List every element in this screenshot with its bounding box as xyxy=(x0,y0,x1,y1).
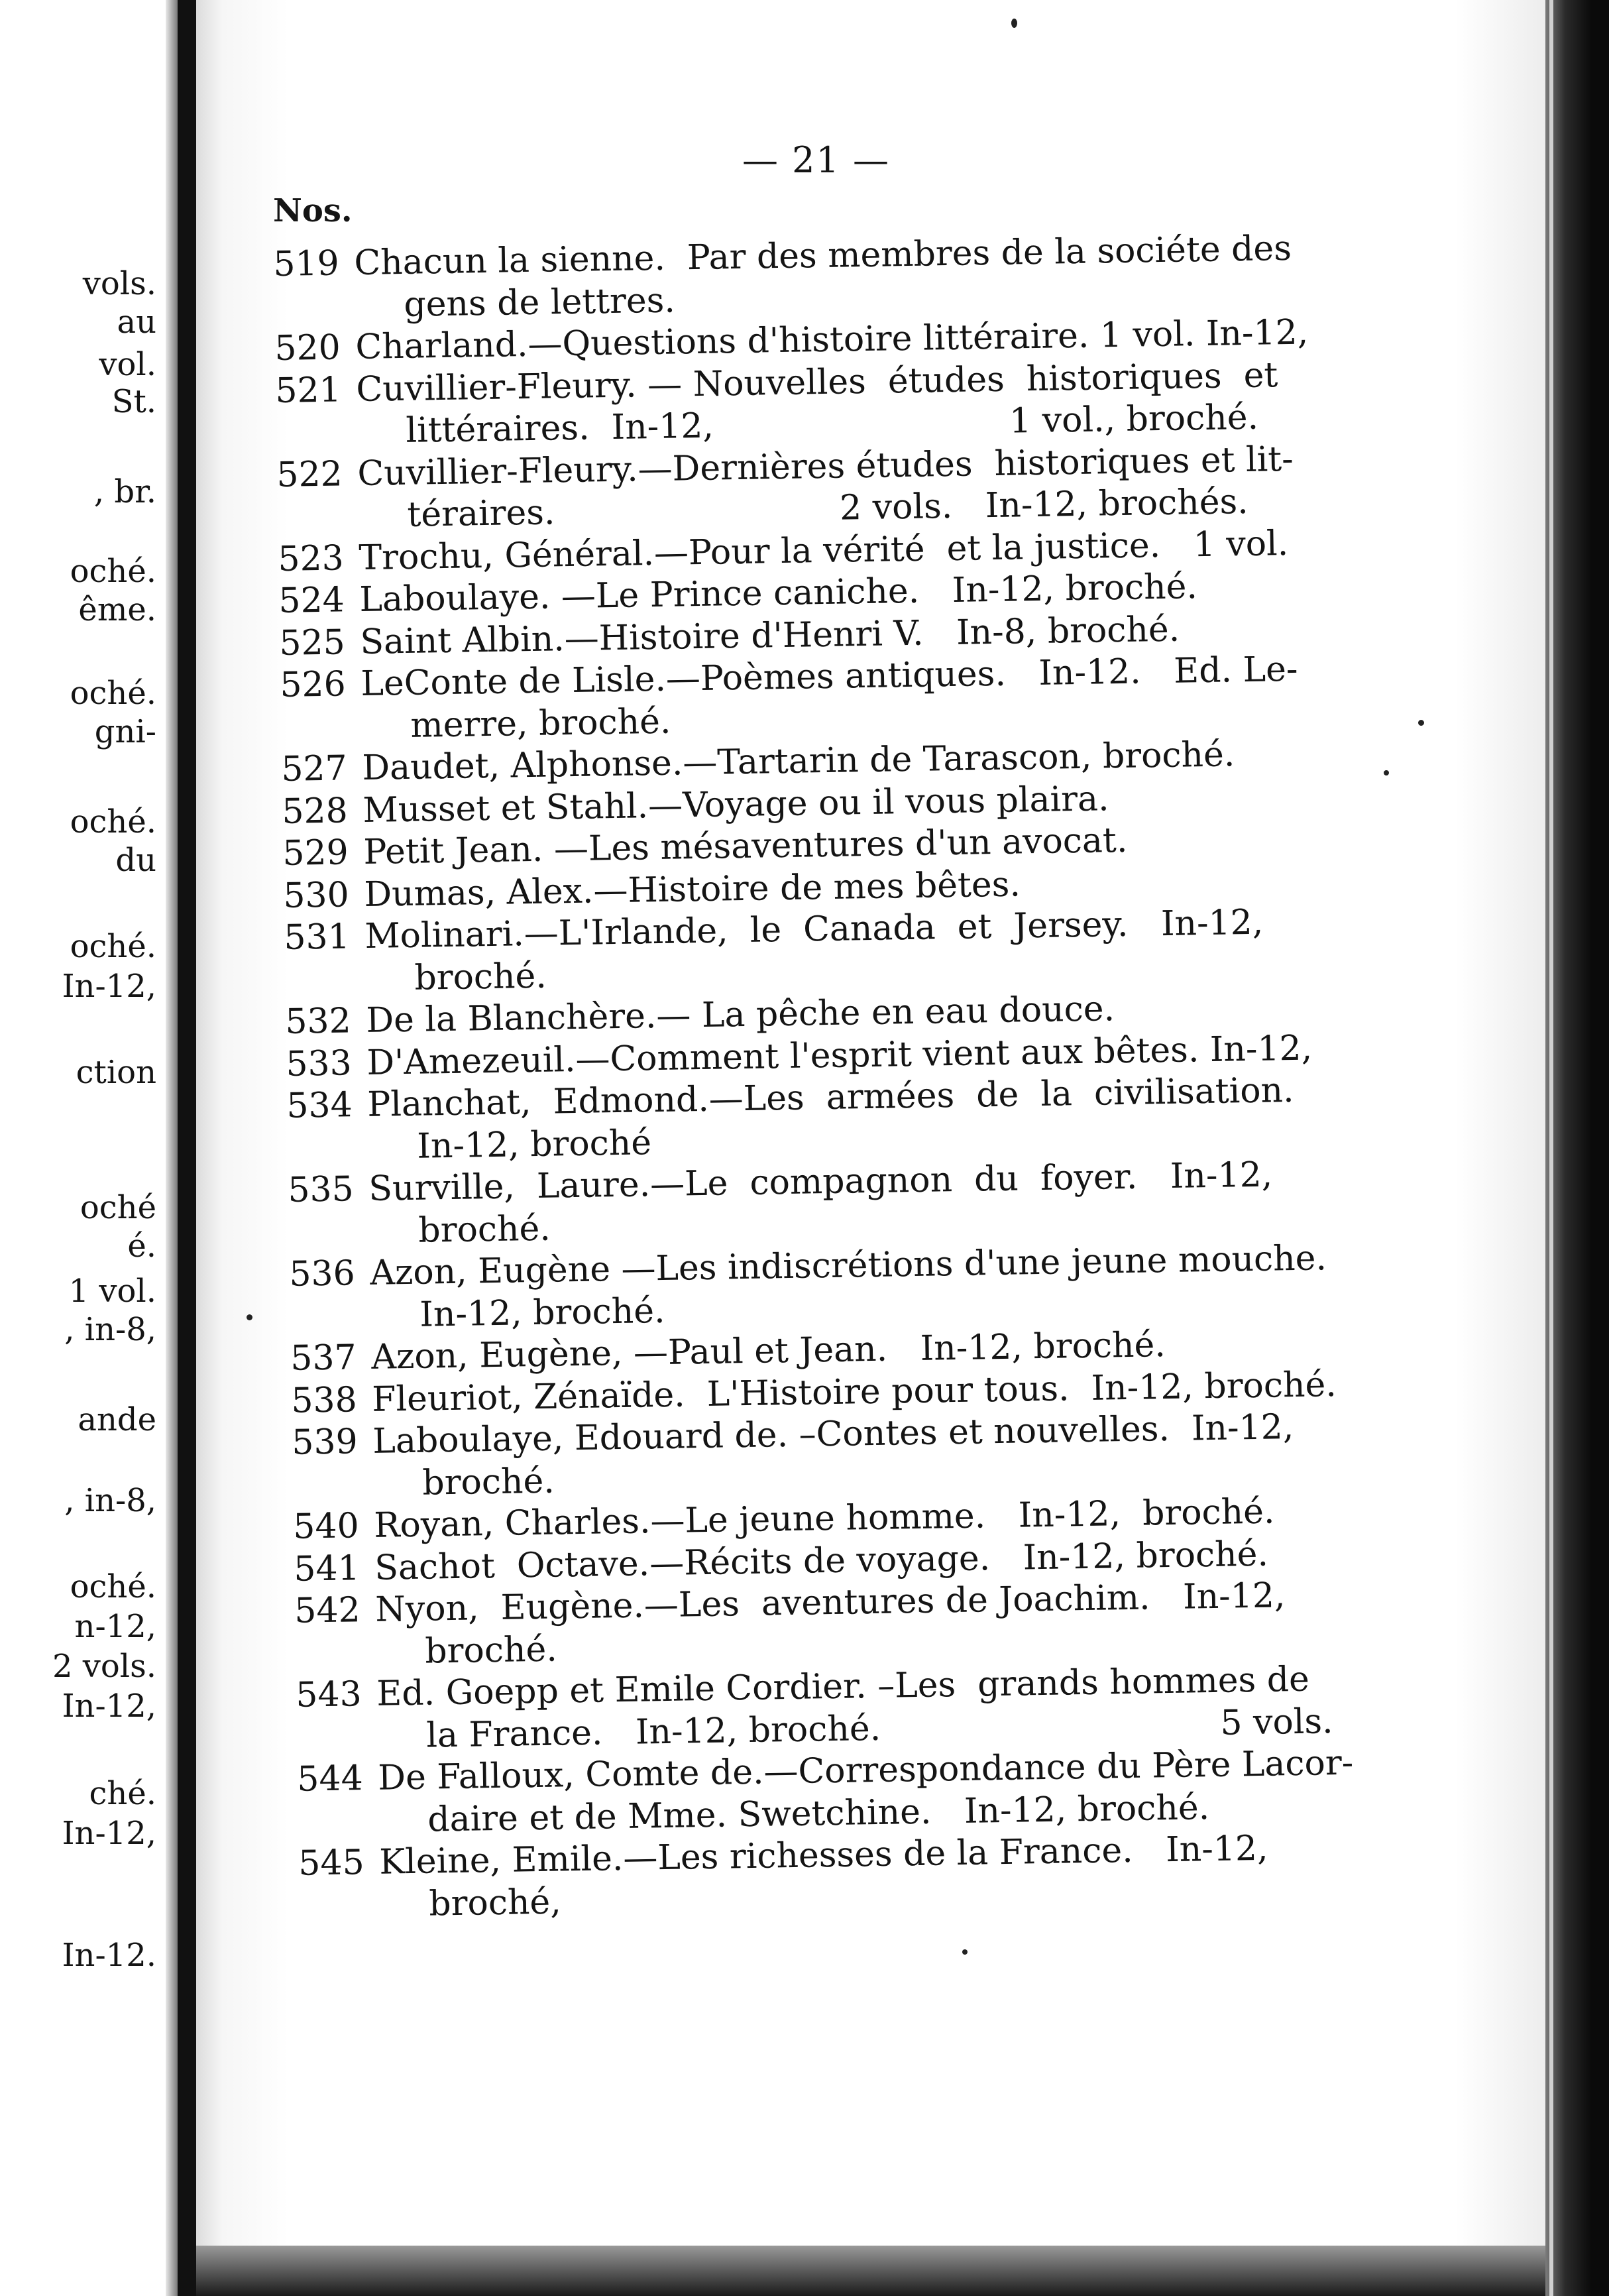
entry-number: 535 xyxy=(287,1169,355,1210)
facing-page-fragment: é. xyxy=(127,1228,156,1265)
entry-text: De la Blanchère.— La pêche en eau douce. xyxy=(365,989,1115,1041)
entry-text: De Falloux, Comte de.—Correspondance du Père Lacor- xyxy=(377,1743,1354,1798)
entry-number: 539 xyxy=(291,1422,359,1463)
entry-number: 534 xyxy=(286,1085,353,1126)
entry-continuation: la France. In-12, broché. 5 vols. xyxy=(425,1701,1334,1756)
entry-number: 526 xyxy=(279,664,347,705)
entry-number: 536 xyxy=(288,1253,356,1294)
facing-page-fragment: ché. xyxy=(89,1775,156,1812)
entry-text: Musset et Stahl.—Voyage ou il vous plaira. xyxy=(362,778,1109,831)
entry-continuation: téraires. 2 vols. In-12, brochés. xyxy=(406,481,1249,535)
entry-continuation: broché. xyxy=(414,956,547,998)
entry-text: Sachot Octave.—Récits de voyage. In-12, broché. xyxy=(374,1534,1269,1588)
facing-page-fragment: gni- xyxy=(94,713,156,750)
entry-number: 537 xyxy=(290,1338,357,1379)
numbers-column-label: Nos. xyxy=(273,192,353,229)
facing-page-fragment: vols. xyxy=(82,265,156,302)
entry-continuation: broché. xyxy=(421,1461,555,1503)
entry-text: Cuvillier-Fleury.—Dernières études historiques et lit- xyxy=(357,439,1294,494)
entry-continuation: In-12, broché. xyxy=(419,1291,666,1335)
page-number: — 21 — xyxy=(742,139,891,181)
facing-page-fragment: 1 vol. xyxy=(68,1273,156,1310)
entry-number: 531 xyxy=(283,917,351,958)
entry-number: 532 xyxy=(284,1001,352,1042)
speck-mark xyxy=(1384,770,1389,775)
entry-continuation: broché. xyxy=(424,1629,558,1672)
entry-number: 525 xyxy=(278,622,346,663)
facing-page-fragment: In-12, xyxy=(62,1688,156,1725)
entry-text: Chacun la sienne. Par des membres de la sociéte des xyxy=(354,228,1292,284)
entry-continuation: broché. xyxy=(417,1208,551,1251)
facing-page-edge xyxy=(0,0,166,2296)
entry-continuation: littéraires. In-12, 1 vol., broché. xyxy=(405,397,1259,451)
facing-page-fragment: oché. xyxy=(70,928,156,965)
right-page-border xyxy=(1549,0,1553,2296)
entry-text: Ed. Goepp et Emile Cordier. –Les grands hommes de xyxy=(376,1659,1310,1714)
entry-text: Laboulaye. —Le Prince caniche. In-12, broché. xyxy=(359,567,1198,620)
entry-number: 530 xyxy=(282,874,350,916)
facing-page-fragment: au xyxy=(117,304,156,341)
entry-number: 523 xyxy=(277,538,345,579)
entry-number: 524 xyxy=(278,580,345,621)
book-spine xyxy=(178,0,196,2296)
entry-text: Surville, Laure.—Le compagnon du foyer. In-12, xyxy=(368,1155,1273,1209)
facing-page-fragment: oché. xyxy=(70,803,156,840)
facing-page-fragment: St. xyxy=(111,383,156,420)
facing-page-fragment: ême. xyxy=(78,591,156,628)
entry-number: 545 xyxy=(298,1843,365,1884)
entry-number: 533 xyxy=(285,1043,353,1084)
entry-number: 538 xyxy=(290,1379,358,1421)
facing-page-fragment: du xyxy=(115,842,156,879)
facing-page-fragment: , in-8, xyxy=(64,1482,156,1519)
speck-mark xyxy=(1418,720,1424,726)
facing-page-fragment: vol. xyxy=(99,346,156,383)
entry-number: 528 xyxy=(281,790,349,832)
entry-continuation: broché, xyxy=(428,1881,562,1924)
facing-page-fragment: In-12, xyxy=(62,968,156,1005)
entry-text: Royan, Charles.—Le jeune homme. In-12, broché. xyxy=(373,1491,1275,1546)
entry-text: Planchat, Edmond.—Les armées de la civilisation. xyxy=(366,1070,1294,1125)
catalog-entry xyxy=(298,1825,1406,1927)
entry-number: 527 xyxy=(280,748,348,789)
entry-text: Cuvillier-Fleury. — Nouvelles études historiques et xyxy=(355,355,1278,410)
catalog-entry-list xyxy=(273,227,1406,1927)
entry-number: 529 xyxy=(282,832,349,874)
entry-text: Nyon, Eugène.—Les aventures de Joachim. In-12, xyxy=(374,1576,1286,1630)
entry-number: 521 xyxy=(275,369,342,411)
facing-page-fragment: n-12, xyxy=(74,1608,156,1645)
facing-page-fragment: ction xyxy=(76,1054,156,1091)
entry-continuation: gens de lettres. xyxy=(403,280,676,325)
entry-number: 540 xyxy=(292,1506,360,1547)
facing-page-fragment: oché. xyxy=(70,1568,156,1605)
entry-continuation: merre, broché. xyxy=(410,701,671,746)
entry-text: LeConte de Lisle.—Poèmes antiques. In-12. Ed. Le- xyxy=(360,649,1298,704)
entry-number: 520 xyxy=(274,327,341,369)
speck-mark xyxy=(962,1949,968,1955)
entry-number: 522 xyxy=(276,453,343,495)
entry-text: Trochu, Général.—Pour la vérité et la justice. 1 vol. xyxy=(358,523,1289,578)
entry-number: 541 xyxy=(293,1548,361,1589)
facing-page-fragment: In-12. xyxy=(62,1937,156,1974)
facing-page-fragment: ande xyxy=(78,1401,156,1438)
facing-page-fragment: , in-8, xyxy=(64,1311,156,1348)
entry-number: 519 xyxy=(273,243,340,284)
entry-text: Fleuriot, Zénaïde. L'Histoire pour tous. In-12, broché. xyxy=(371,1364,1337,1420)
facing-page-fragment: oché xyxy=(80,1189,156,1226)
entry-text: Saint Albin.—Histoire d'Henri V. In-8, broché. xyxy=(359,609,1180,662)
gutter-shadow xyxy=(166,0,178,2296)
entry-text: Petit Jean. —Les mésaventures d'un avocat. xyxy=(362,820,1128,872)
entry-text: Daudet, Alphonse.—Tartarin de Tarascon, broché. xyxy=(361,734,1235,788)
entry-continuation: In-12, broché xyxy=(416,1122,652,1167)
right-page-edge xyxy=(1545,0,1609,2296)
bottom-page-edge xyxy=(196,2246,1545,2296)
speck-mark xyxy=(247,1314,252,1320)
entry-continuation: daire et de Mme. Swetchine. In-12, broché. xyxy=(427,1787,1210,1840)
facing-page-fragment: , br. xyxy=(93,473,156,510)
entry-text: Azon, Eugène —Les indiscrétions d'une jeune mouche. xyxy=(369,1238,1327,1293)
entry-text: Kleine, Emile.—Les richesses de la France. In-12, xyxy=(378,1828,1268,1882)
entry-text: Dumas, Alex.—Histoire de mes bêtes. xyxy=(363,864,1021,915)
entry-number: 544 xyxy=(296,1758,364,1800)
facing-page-fragment: 2 vols. xyxy=(52,1648,156,1685)
entry-text: Laboulaye, Edouard de. –Contes et nouvelles. In-12, xyxy=(372,1407,1294,1462)
entry-text: D'Amezeuil.—Comment l'esprit vient aux bêtes. In-12, xyxy=(366,1028,1313,1083)
speck-mark xyxy=(1011,19,1017,28)
facing-page-fragment: In-12, xyxy=(62,1815,156,1852)
entry-text: Charland.—Questions d'histoire littéraire. 1 vol. In-12, xyxy=(355,312,1309,368)
facing-page-fragment: oché. xyxy=(70,553,156,590)
entry-text: Molinari.—L'Irlande, le Canada et Jersey. In-12, xyxy=(364,902,1264,956)
entry-text: Azon, Eugène, —Paul et Jean. In-12, broché. xyxy=(370,1325,1166,1377)
entry-number: 543 xyxy=(295,1674,362,1715)
facing-page-fragment: oché. xyxy=(70,675,156,712)
entry-number: 542 xyxy=(294,1590,361,1631)
